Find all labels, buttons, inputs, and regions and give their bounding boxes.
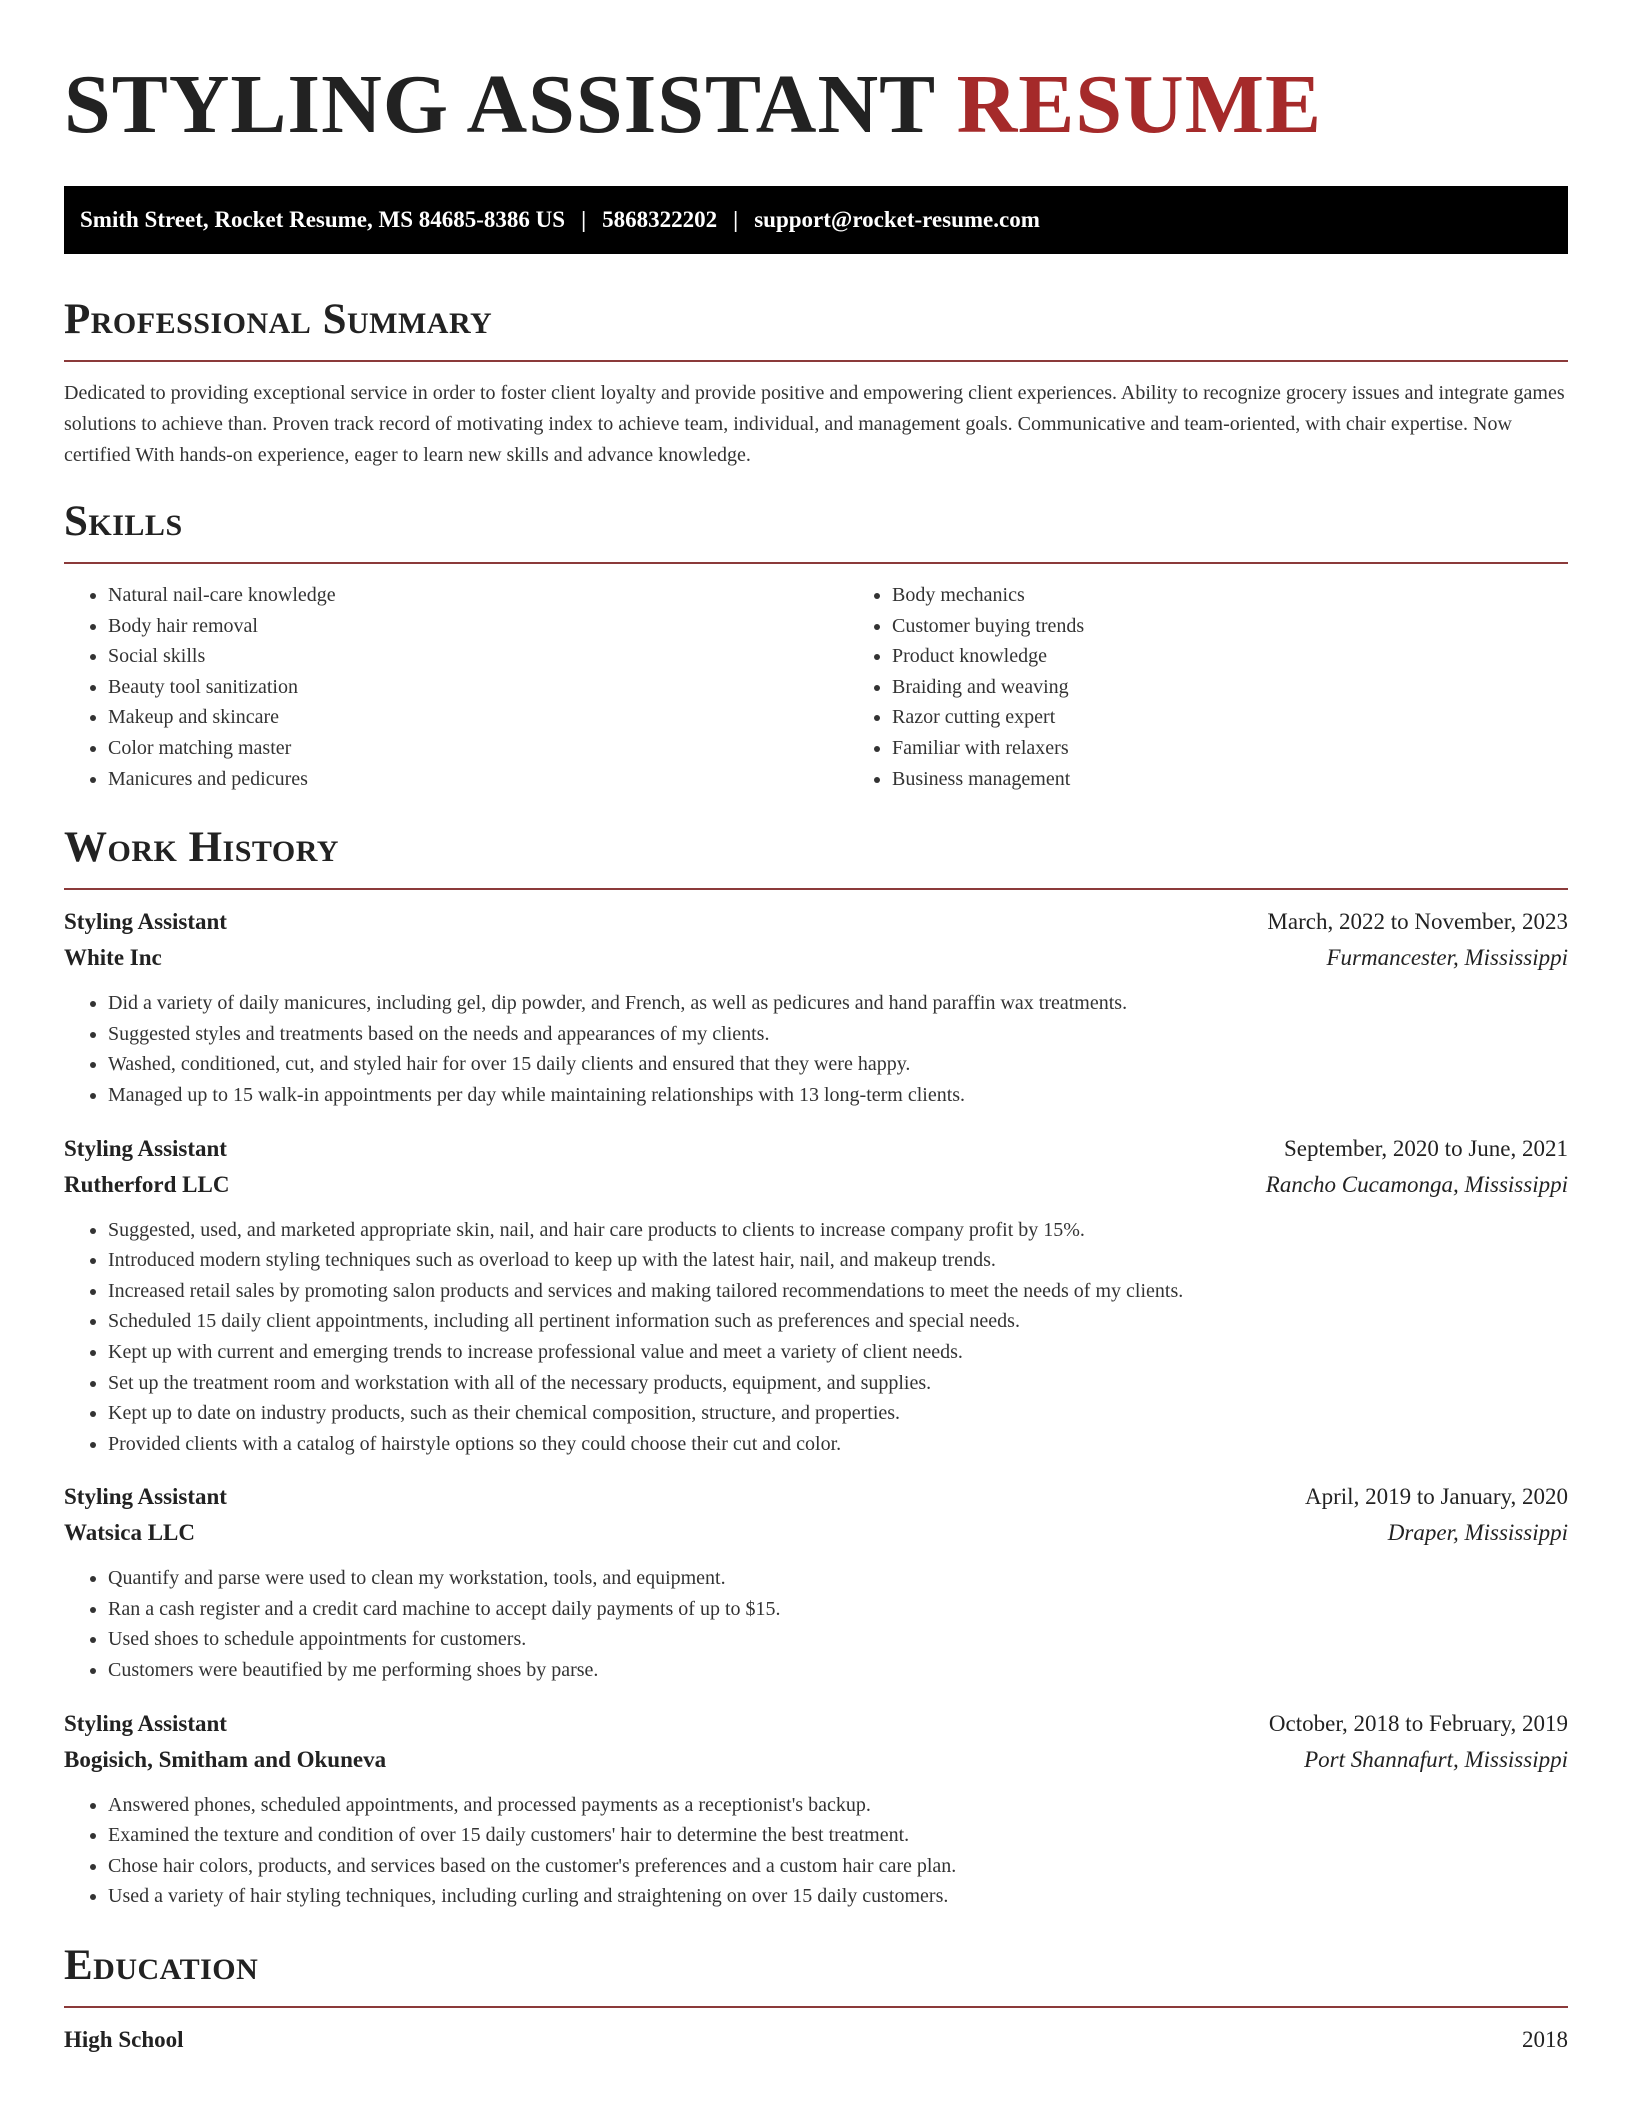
skill-item: • Body hair removal <box>108 611 848 642</box>
skill-item: • Razor cutting expert <box>892 702 1632 733</box>
job-header <box>64 1706 1568 1742</box>
job-bullet: • Kept up with current and emerging trends to increase professional value and meet a variety of client needs. <box>108 1337 1568 1368</box>
contact-separator: | <box>581 207 587 232</box>
job-bullet: • Scheduled 15 daily client appointments, including all pertinent information such as preferences and special needs. <box>108 1306 1568 1337</box>
job-bullet: • Set up the treatment room and workstation with all of the necessary products, equipment, and supplies. <box>108 1368 1568 1399</box>
job-location: Rancho Cucamonga, Mississippi <box>1265 1171 1568 1197</box>
skill-item: • Social skills <box>108 641 848 672</box>
skill-item: • Familiar with relaxers <box>892 733 1632 764</box>
job-bullet: • Managed up to 15 walk-in appointments per day while maintaining relationships with 13 long-term clients. <box>108 1080 1568 1111</box>
job-entry <box>64 904 1568 1110</box>
job-bullet: • Chose hair colors, products, and services based on the customer's preferences and a custom hair care plan. <box>108 1851 1568 1882</box>
skills-list-left <box>64 580 848 794</box>
skill-item: • Makeup and skincare <box>108 702 848 733</box>
skills-section <box>64 496 1568 794</box>
job-bullet: • Used shoes to schedule appointments for customers. <box>108 1624 1568 1655</box>
section-heading-skills: Skills <box>64 498 183 545</box>
job-title: Styling Assistant <box>64 1710 227 1736</box>
section-divider <box>64 2006 1568 2008</box>
contact-bar <box>64 186 1568 254</box>
job-bullet: • Provided clients with a catalog of hairstyle options so they could choose their cut and color. <box>108 1429 1568 1460</box>
job-bullet: • Quantify and parse were used to clean my workstation, tools, and equipment. <box>108 1563 1568 1594</box>
job-bullets <box>64 988 1568 1110</box>
section-heading-summary: Professional Summary <box>64 296 493 343</box>
job-company: White Inc <box>64 945 162 971</box>
skills-columns <box>64 580 1568 794</box>
title-main: STYLING ASSISTANT <box>64 58 957 151</box>
section-divider <box>64 888 1568 890</box>
job-bullet: • Suggested, used, and marketed appropriate skin, nail, and hair care products to clients to increase company profit by 15%. <box>108 1215 1568 1246</box>
job-entry <box>64 1479 1568 1685</box>
skill-item: • Braiding and weaving <box>892 672 1632 703</box>
contact-separator: | <box>733 207 739 232</box>
education-degree: High School <box>64 2027 184 2053</box>
contact-email: support@rocket-resume.com <box>754 207 1040 232</box>
skills-list-right <box>848 580 1632 794</box>
education-entry <box>64 2022 1568 2058</box>
education-section <box>64 1940 1568 2058</box>
job-subheader <box>64 1167 1568 1203</box>
section-heading-education: Education <box>64 1942 259 1990</box>
skill-item: • Manicures and pedicures <box>108 764 848 795</box>
job-entry <box>64 1131 1568 1460</box>
job-bullet: • Examined the texture and condition of over 15 daily customers' hair to determine the best treatment. <box>108 1820 1568 1851</box>
job-dates: April, 2019 to January, 2020 <box>1305 1484 1568 1510</box>
section-divider <box>64 562 1568 564</box>
job-company: Bogisich, Smitham and Okuneva <box>64 1746 387 1772</box>
job-bullets <box>64 1215 1568 1460</box>
job-dates: October, 2018 to February, 2019 <box>1268 1710 1568 1736</box>
job-header <box>64 1479 1568 1515</box>
job-subheader <box>64 1742 1568 1778</box>
job-location: Furmancester, Mississippi <box>1326 945 1568 971</box>
education-year: 2018 <box>1522 2027 1568 2053</box>
job-bullet: • Customers were beautified by me performing shoes by parse. <box>108 1655 1568 1686</box>
job-dates: March, 2022 to November, 2023 <box>1267 909 1568 935</box>
job-bullet: • Washed, conditioned, cut, and styled hair for over 15 daily clients and ensured that they were happy. <box>108 1049 1568 1080</box>
job-bullet: • Ran a cash register and a credit card machine to accept daily payments of up to $15. <box>108 1594 1568 1625</box>
job-dates: September, 2020 to June, 2021 <box>1284 1135 1568 1161</box>
job-header <box>64 904 1568 940</box>
skill-item: • Product knowledge <box>892 641 1632 672</box>
job-location: Port Shannafurt, Mississippi <box>1304 1746 1568 1772</box>
job-header <box>64 1131 1568 1167</box>
summary-text: Dedicated to providing exceptional service in order to foster client loyalty and provide positive and empowering client experiences. Ability to recognize grocery issues and integrate games solutions to achieve than. Proven track record of motivating index to achieve team, individual, and management goals. Communicative and team-oriented, with chair expertise. Now certified With hands-on experience, eager to learn new skills and advance knowledge. <box>64 382 1565 466</box>
job-title: Styling Assistant <box>64 1135 227 1161</box>
job-subheader <box>64 1515 1568 1551</box>
job-bullets <box>64 1563 1568 1685</box>
job-title: Styling Assistant <box>64 909 227 935</box>
job-bullet: • Introduced modern styling techniques such as overload to keep up with the latest hair, nail, and makeup trends. <box>108 1245 1568 1276</box>
contact-phone: 5868322202 <box>602 207 718 232</box>
job-title: Styling Assistant <box>64 1484 227 1510</box>
resume-title <box>64 0 1568 152</box>
job-bullets <box>64 1790 1568 1912</box>
job-bullet: • Suggested styles and treatments based on the needs and appearances of my clients. <box>108 1019 1568 1050</box>
job-subheader <box>64 940 1568 976</box>
skill-item: • Business management <box>892 764 1632 795</box>
job-bullet: • Kept up to date on industry products, such as their chemical composition, structure, and properties. <box>108 1398 1568 1429</box>
job-bullet: • Did a variety of daily manicures, including gel, dip powder, and French, as well as pedicures and hand paraffin wax treatments. <box>108 988 1568 1019</box>
job-company: Watsica LLC <box>64 1520 195 1546</box>
work-history-section <box>64 822 1568 1912</box>
title-accent: RESUME <box>956 58 1323 151</box>
section-heading-work: Work History <box>64 824 339 872</box>
section-divider <box>64 360 1568 362</box>
skill-item: • Color matching master <box>108 733 848 764</box>
skill-item: • Beauty tool sanitization <box>108 672 848 703</box>
education-header <box>64 2022 1568 2058</box>
skill-item: • Body mechanics <box>892 580 1632 611</box>
skill-item: • Natural nail-care knowledge <box>108 580 848 611</box>
job-entry <box>64 1706 1568 1912</box>
skill-item: • Customer buying trends <box>892 611 1632 642</box>
job-location: Draper, Mississippi <box>1387 1520 1568 1546</box>
job-bullet: • Used a variety of hair styling techniques, including curling and straightening on over 15 daily customers. <box>108 1881 1568 1912</box>
job-bullet: • Answered phones, scheduled appointments, and processed payments as a receptionist's backup. <box>108 1790 1568 1821</box>
job-bullet: • Increased retail sales by promoting salon products and services and making tailored recommendations to meet the needs of my clients. <box>108 1276 1568 1307</box>
job-company: Rutherford LLC <box>64 1171 230 1197</box>
contact-address: Smith Street, Rocket Resume, MS 84685-8386 US <box>80 207 566 232</box>
summary-section <box>64 294 1568 471</box>
